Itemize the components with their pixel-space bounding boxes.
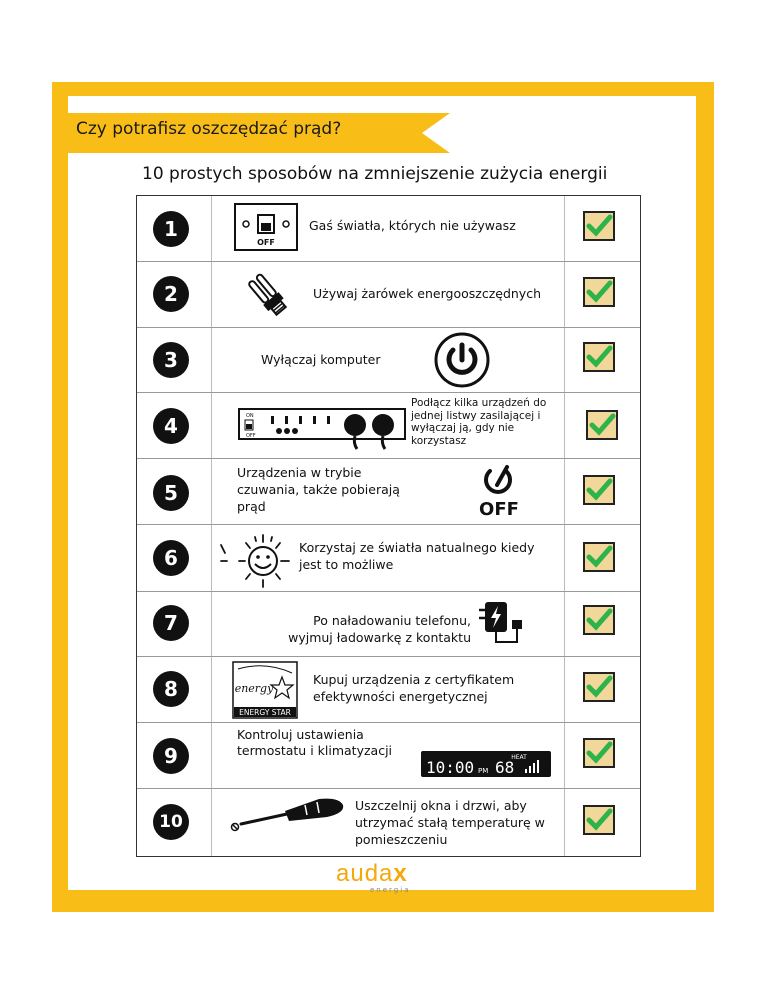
logo-brand-light: auda [336, 860, 394, 887]
check-icon [583, 672, 615, 702]
check-icon [583, 277, 615, 307]
tip-text: Kupuj urządzenia z certyfikatem efektywności energetycznej [313, 672, 515, 704]
power-button-icon [433, 332, 491, 388]
logo-tagline: energia [370, 886, 411, 894]
power-strip-icon [237, 403, 407, 451]
tip-number: 8 [153, 671, 189, 707]
energy-saving-bulb-icon [237, 268, 297, 320]
tip-number: 3 [153, 342, 189, 378]
strip-off-label: OFF [246, 433, 256, 439]
tip-text: Używaj żarówek energooszczędnych [313, 286, 541, 301]
check-icon [583, 738, 615, 768]
logo-brand [336, 860, 408, 888]
tip-row [137, 592, 640, 657]
tip-number: 5 [153, 475, 189, 511]
check-icon [586, 410, 618, 440]
thermostat-display-icon [421, 751, 551, 777]
tip-row [137, 328, 640, 393]
ribbon-title: Czy potrafisz oszczędzać prąd? [76, 119, 342, 139]
tip-number: 6 [153, 540, 189, 576]
switch-off-label: OFF [257, 238, 275, 247]
check-icon [583, 475, 615, 505]
charger-icon [477, 598, 529, 650]
tips-table [136, 195, 641, 857]
tip-number: 2 [153, 276, 189, 312]
display-temp: 68 [495, 758, 515, 777]
tip-row [137, 657, 640, 723]
strip-on-label: ON [246, 413, 254, 419]
energy-script: energy [234, 682, 274, 695]
standby-off-icon [473, 463, 525, 519]
display-mode: HEAT [511, 754, 527, 761]
tip-text: Gaś światła, których nie używasz [309, 218, 516, 233]
tip-row [137, 459, 640, 525]
tip-text: Wyłączaj komputer [261, 352, 381, 367]
tip-text: Urządzenia w trybie czuwania, także pobierają prąd [237, 465, 400, 514]
display-ampm: PM [478, 767, 489, 775]
energy-star-icon [232, 661, 298, 719]
check-icon [583, 805, 615, 835]
check-icon [583, 605, 615, 635]
tip-number: 7 [153, 605, 189, 641]
tip-row [137, 262, 640, 328]
tip-text: Korzystaj ze światła natualnego kiedy jest to możliwe [299, 540, 535, 572]
tip-row [137, 789, 640, 856]
energy-star-label: ENERGY STAR [239, 708, 291, 717]
audax-logo [336, 860, 426, 892]
check-icon [583, 542, 615, 572]
tip-number: 10 [153, 804, 189, 840]
sun-icon [217, 531, 297, 589]
tip-number: 1 [153, 211, 189, 247]
check-icon [583, 342, 615, 372]
tip-number: 9 [153, 738, 189, 774]
logo-brand-bold: x [393, 860, 408, 887]
check-icon [583, 211, 615, 241]
tip-row [137, 196, 640, 262]
display-time: 10:00 [426, 758, 475, 777]
tip-text: Uszczelnij okna i drzwi, aby utrzymać stałą temperaturę w pomieszczeniu [355, 798, 545, 847]
tip-text: Kontroluj ustawienia termostatu i klimatyzacji [237, 727, 393, 758]
standby-off-label: OFF [479, 499, 519, 519]
screwdriver-icon [227, 797, 351, 837]
tip-number: 4 [153, 408, 189, 444]
tip-row [137, 723, 640, 789]
light-switch-icon [234, 203, 298, 251]
tip-text: Po naładowaniu telefonu, wyjmuj ładowarkę z kontaktu [288, 613, 471, 645]
tip-row [137, 525, 640, 592]
tip-row [137, 393, 640, 459]
tip-text: Podłącz kilka urządzeń do jednej listwy zasilającej i wyłączaj ją, gdy nie korzystasz [411, 397, 547, 447]
page-subtitle: 10 prostych sposobów na zmniejszenie zużycia energii [142, 164, 608, 184]
